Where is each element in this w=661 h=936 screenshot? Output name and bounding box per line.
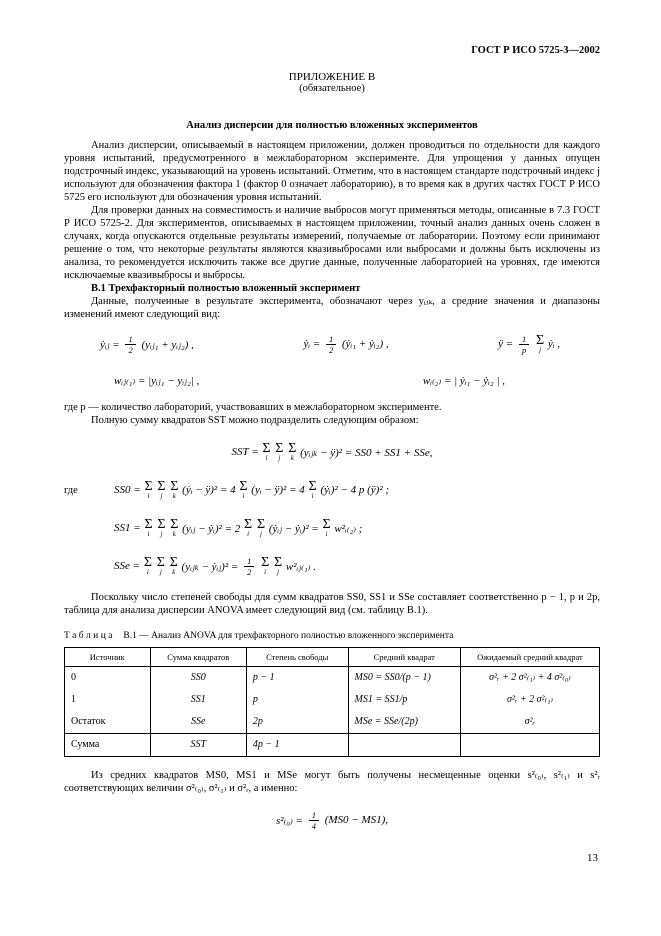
- column-header-source: Источник: [65, 648, 151, 667]
- column-header-expected-mean-square: Ожидаемый средний квадрат: [460, 648, 599, 667]
- paragraph-degrees-of-freedom: Поскольку число степеней свободы для сумм квадратов SS0, SS1 и SSe составляет соответственно p − 1, p и 2p, таблица для анализа дисперсии ANOVA имеет следующий вид (см. таблицу В.1).: [64, 592, 600, 616]
- cell-mean-square: MS0 = SS0/(p − 1): [348, 667, 460, 690]
- table-row-factor-0: [65, 667, 600, 690]
- cell-expected-mean-square: σ²ᵣ: [460, 711, 599, 734]
- formula-line-sst: [64, 439, 600, 465]
- formula-line-s0: [64, 807, 600, 833]
- appendix-obligatory-note: (обязательное): [299, 83, 365, 94]
- formula-mean-i: ẏᵢ = $\frac{1}{2}$ (ẏᵢ₁ + ẏᵢ₂) ,: [303, 333, 389, 355]
- paragraph-unbiased-estimates: Из средних квадратов MS0, MS1 и MSe могут быть получены несмещенные оценки s²₍₀₎, s²₍₁₎ и s²ᵣ соответствующих величин σ²₍₀₎, σ²₍₁₎ и σ²ᵣ, а именно:: [64, 770, 600, 794]
- formula-ss0: SS0 = Σ i Σ j Σ k (ẏᵢ − ÿ)² = 4 Σ i (yᵢ − ÿ)² = 4 Σ i (ẏᵢ)² − 4 p (ÿ)² ;: [114, 479, 390, 500]
- appendix-header: [64, 71, 600, 94]
- cell-degrees-of-freedom: 4p − 1: [246, 734, 348, 757]
- cell-mean-square: [348, 734, 460, 757]
- column-header-degrees-of-freedom: Степень свободы: [246, 648, 348, 667]
- formula-line-ss1: [64, 515, 600, 541]
- appendix-heading: Анализ дисперсии для полностью вложенных экспериментов: [186, 120, 478, 131]
- formula-row-ranges: [64, 367, 600, 393]
- cell-sum-of-squares: SSe: [150, 711, 246, 734]
- cell-sum-of-squares: SS0: [150, 667, 246, 690]
- formula-sse: SSe = Σ i Σ j Σ k (yᵢⱼₖ − ẏᵢⱼ)² = $\frac{1}{2}$ Σ i Σ j w²ᵢⱼ₍₁₎ .: [114, 555, 316, 577]
- table-row-total: [65, 734, 600, 757]
- cell-source: 1: [65, 689, 151, 711]
- cell-degrees-of-freedom: 2p: [246, 711, 348, 734]
- cell-source: Остаток: [65, 711, 151, 734]
- column-header-mean-square: Средний квадрат: [348, 648, 460, 667]
- anova-table: [64, 647, 600, 757]
- cell-source: Сумма: [65, 734, 151, 757]
- paragraph-where-p: где p — количество лабораторий, участвовавших в межлабораторном эксперименте.: [64, 402, 442, 413]
- column-header-sum-of-squares: Сумма квадратов: [150, 648, 246, 667]
- formula-mean-ij: ẏᵢⱼ = $\frac{1}{2}$ (yᵢⱼ₁ + yᵢⱼ₂) ,: [100, 333, 194, 355]
- table-caption: [64, 631, 600, 641]
- table-row-factor-1: [65, 689, 600, 711]
- formula-line-ss0: [64, 477, 600, 503]
- page-number: 13: [587, 852, 598, 864]
- formula-line-sse: [64, 553, 600, 579]
- paragraph-analysis-intro: Анализ дисперсии, описываемый в настоящем приложении, должен проводиться по отдельности для каждого уровня испытаний, предусмотренного в межлабораторном эксперименте. Для упрощения у данных опущен подстрочный индекс, указывающий на уровень испытаний. Отметим, что в настоящем стандарте подстрочный индекс j используют для обозначения фактора 1 (фактор 0 означает лабораторию), в то время как в других частях ГОСТ Р ИСО 5725 его используют для обозначения уровня испытаний.: [64, 140, 600, 203]
- appendix-title: ПРИЛОЖЕНИЕ В: [288, 71, 376, 83]
- cell-mean-square: MS1 = SS1/p: [348, 689, 460, 711]
- paragraph-sst-intro: Полную сумму квадратов SST можно подразделить следующим образом:: [91, 415, 419, 426]
- formula-sst: SST = Σ i Σ j Σ k (yᵢⱼₖ − ÿ)² = SS0 + SS1 + SSe,: [231, 441, 433, 462]
- where-label: где: [64, 484, 78, 496]
- formula-ss1: SS1 = Σ i Σ j Σ k (yᵢⱼ − ẏᵢ)² = 2 Σ i Σ j (ẏᵢⱼ − ẏᵢ)² = Σ i w²ᵢ₍₂₎ ;: [114, 517, 363, 538]
- formula-grand-mean: ÿ = $\frac{1}{p}$ Σ j ẏᵢ ,: [498, 333, 560, 355]
- paragraph-outlier-check: Для проверки данных на совместимость и наличие выбросов могут применяться методы, описанные в 7.3 ГОСТ Р ИСО 5725-2. Для экспериментов, описываемых в настоящем приложении, точный анализ данных очень сложен в случаях, когда опускаются отдельные результаты измерений, получаемые от лаборатории. Поэтому если принимают решение о том, что некоторые результаты являются квазивыбросами или выбросами и должны быть исключены из анализа, то рекомендуется исключить также все другие данные, полученные лабораторией на уровнях, где имеются исключаемые квазивыбросы и выбросы.: [64, 205, 600, 281]
- cell-expected-mean-square: σ²ᵣ + 2 σ²₍₁₎: [460, 689, 599, 711]
- standard-designation: ГОСТ Р ИСО 5725-3—2002: [471, 45, 600, 56]
- formula-range-w2: wᵢ₍₂₎ = | ẏᵢ₁ − ẏᵢ₂ | ,: [422, 374, 505, 387]
- cell-degrees-of-freedom: p: [246, 689, 348, 711]
- table-row-residual: [65, 711, 600, 734]
- formula-s0-estimate: s²₍₀₎ = $\frac{1}{4}$ (MS0 − MS1),: [275, 809, 389, 831]
- table-header-row: [65, 648, 600, 667]
- cell-sum-of-squares: SS1: [150, 689, 246, 711]
- paragraph-notation: Данные, полученные в результате эксперимента, обозначают через yᵢⱼₖ, а средние значения и диапазоны изменений имеют следующий вид:: [64, 296, 600, 320]
- cell-source: 0: [65, 667, 151, 690]
- formula-row-means: [64, 331, 600, 357]
- table-caption-word: Таблица: [64, 631, 116, 641]
- cell-sum-of-squares: SST: [150, 734, 246, 757]
- cell-degrees-of-freedom: p − 1: [246, 667, 348, 690]
- formula-range-w1: wᵢⱼ₍₁₎ = |yᵢⱼ₁ − yᵢⱼ₂| ,: [114, 374, 200, 387]
- cell-mean-square: MSe = SSe/(2p): [348, 711, 460, 734]
- cell-expected-mean-square: [460, 734, 599, 757]
- cell-expected-mean-square: σ²ᵣ + 2 σ²₍₁₎ + 4 σ²₍₀₎: [460, 667, 599, 690]
- table-caption-text: В.1 — Анализ ANOVA для трехфакторного полностью вложенного эксперимента: [123, 631, 454, 641]
- subsection-b1-heading: В.1 Трехфакторный полностью вложенный эксперимент: [91, 283, 361, 294]
